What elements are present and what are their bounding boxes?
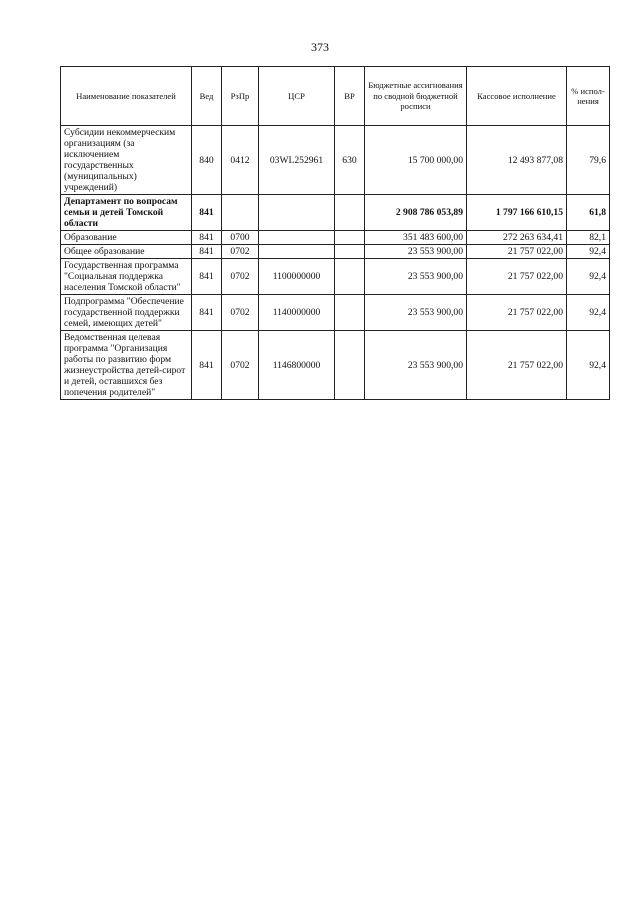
table-header-row bbox=[61, 67, 610, 126]
row-budget: 351 483 600,00 bbox=[365, 231, 467, 245]
row-vr bbox=[335, 295, 365, 331]
row-budget: 23 553 900,00 bbox=[365, 331, 467, 400]
header-csr: ЦСР bbox=[259, 67, 335, 126]
row-cash: 21 757 022,00 bbox=[467, 295, 567, 331]
row-percent: 92,4 bbox=[567, 295, 610, 331]
row-name: Ведомственная целевая программа "Организация работы по развитию форм жизнеустройства детей-сирот и детей, оставшихся без попечения родителей" bbox=[61, 331, 192, 400]
row-cash: 272 263 634,41 bbox=[467, 231, 567, 245]
row-cash: 12 493 877,08 bbox=[467, 126, 567, 195]
row-csr: 03WL252961 bbox=[259, 126, 335, 195]
row-cash: 21 757 022,00 bbox=[467, 245, 567, 259]
header-rzpr: РзПр bbox=[222, 67, 259, 126]
header-vr: ВР bbox=[335, 67, 365, 126]
row-csr: 1140000000 bbox=[259, 295, 335, 331]
header-ved: Вед bbox=[192, 67, 222, 126]
row-budget: 23 553 900,00 bbox=[365, 245, 467, 259]
row-percent: 92,4 bbox=[567, 259, 610, 295]
row-rzpr bbox=[222, 195, 259, 231]
row-csr bbox=[259, 231, 335, 245]
row-rzpr: 0702 bbox=[222, 295, 259, 331]
row-csr: 1146800000 bbox=[259, 331, 335, 400]
budget-table bbox=[60, 66, 610, 400]
row-vr bbox=[335, 331, 365, 400]
row-rzpr: 0700 bbox=[222, 231, 259, 245]
row-ved: 841 bbox=[192, 295, 222, 331]
row-budget: 23 553 900,00 bbox=[365, 259, 467, 295]
row-cash: 1 797 166 610,15 bbox=[467, 195, 567, 231]
row-name: Образование bbox=[61, 231, 192, 245]
row-ved: 841 bbox=[192, 231, 222, 245]
row-csr: 1100000000 bbox=[259, 259, 335, 295]
header-percent: % испол-нения bbox=[567, 67, 610, 126]
row-csr bbox=[259, 245, 335, 259]
row-ved: 841 bbox=[192, 195, 222, 231]
row-rzpr: 0412 bbox=[222, 126, 259, 195]
row-cash: 21 757 022,00 bbox=[467, 259, 567, 295]
row-percent: 82,1 bbox=[567, 231, 610, 245]
row-ved: 841 bbox=[192, 259, 222, 295]
table-row bbox=[61, 295, 610, 331]
table-row bbox=[61, 231, 610, 245]
row-cash: 21 757 022,00 bbox=[467, 331, 567, 400]
row-vr: 630 bbox=[335, 126, 365, 195]
row-budget: 2 908 786 053,89 bbox=[365, 195, 467, 231]
row-ved: 841 bbox=[192, 245, 222, 259]
table-row bbox=[61, 126, 610, 195]
row-csr bbox=[259, 195, 335, 231]
header-cash: Кассовое исполнение bbox=[467, 67, 567, 126]
row-name: Общее образование bbox=[61, 245, 192, 259]
row-rzpr: 0702 bbox=[222, 259, 259, 295]
row-ved: 841 bbox=[192, 331, 222, 400]
row-ved: 840 bbox=[192, 126, 222, 195]
row-name: Субсидии некоммерческим организациям (за исключением государственных (муниципальных) учреждений) bbox=[61, 126, 192, 195]
row-budget: 15 700 000,00 bbox=[365, 126, 467, 195]
row-percent: 92,4 bbox=[567, 331, 610, 400]
row-rzpr: 0702 bbox=[222, 245, 259, 259]
row-percent: 79,6 bbox=[567, 126, 610, 195]
row-vr bbox=[335, 195, 365, 231]
table-row bbox=[61, 259, 610, 295]
row-name: Подпрограмма "Обеспечение государственной поддержки семей, имеющих детей" bbox=[61, 295, 192, 331]
row-name: Департамент по вопросам семьи и детей Томской области bbox=[61, 195, 192, 231]
header-name: Наименование показателей bbox=[61, 67, 192, 126]
row-name: Государственная программа "Социальная поддержка населения Томской области" bbox=[61, 259, 192, 295]
row-rzpr: 0702 bbox=[222, 331, 259, 400]
page-number: 373 bbox=[311, 40, 329, 54]
row-vr bbox=[335, 245, 365, 259]
table-row bbox=[61, 331, 610, 400]
table-row bbox=[61, 195, 610, 231]
header-budget: Бюджетные ассигнования по сводной бюджетной росписи bbox=[365, 67, 467, 126]
row-budget: 23 553 900,00 bbox=[365, 295, 467, 331]
row-vr bbox=[335, 231, 365, 245]
row-percent: 92,4 bbox=[567, 245, 610, 259]
table-row bbox=[61, 245, 610, 259]
row-percent: 61,8 bbox=[567, 195, 610, 231]
row-vr bbox=[335, 259, 365, 295]
